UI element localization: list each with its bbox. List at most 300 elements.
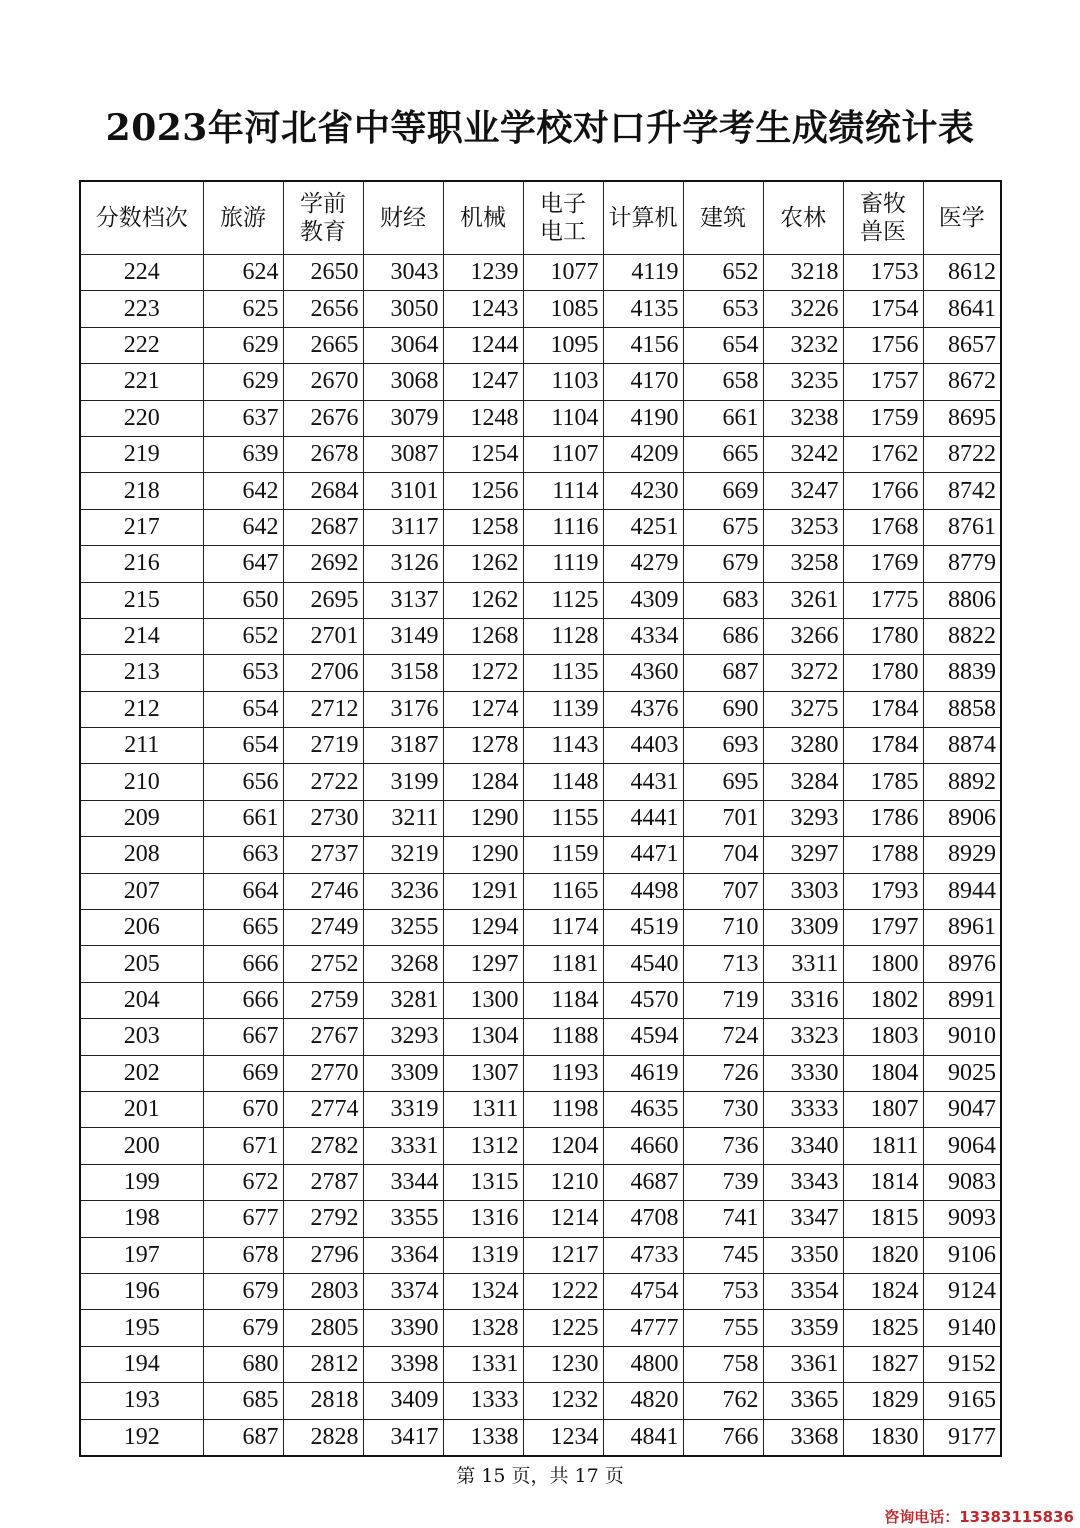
count-cell: 625 (203, 291, 283, 327)
count-cell: 1244 (443, 327, 523, 363)
count-cell: 1753 (843, 255, 923, 291)
table-row (80, 910, 1001, 946)
count-cell: 3409 (363, 1383, 443, 1419)
count-cell: 2665 (283, 327, 363, 363)
score-cell: 211 (80, 728, 203, 764)
count-cell: 3176 (363, 691, 443, 727)
count-cell: 4594 (603, 1019, 683, 1055)
score-cell: 209 (80, 800, 203, 836)
count-cell: 9152 (923, 1346, 1001, 1382)
table-row (80, 400, 1001, 436)
count-cell: 653 (203, 655, 283, 691)
count-cell: 724 (683, 1019, 763, 1055)
score-cell: 210 (80, 764, 203, 800)
count-cell: 1756 (843, 327, 923, 363)
count-cell: 2701 (283, 618, 363, 654)
count-cell: 693 (683, 728, 763, 764)
count-cell: 683 (683, 582, 763, 618)
table-row (80, 764, 1001, 800)
count-cell: 4376 (603, 691, 683, 727)
count-cell: 8641 (923, 291, 1001, 327)
count-cell: 2782 (283, 1128, 363, 1164)
count-cell: 1829 (843, 1383, 923, 1419)
count-cell: 9177 (923, 1419, 1001, 1456)
table-row (80, 291, 1001, 327)
count-cell: 1230 (523, 1346, 603, 1382)
count-cell: 9106 (923, 1237, 1001, 1273)
count-cell: 656 (203, 764, 283, 800)
count-cell: 3255 (363, 910, 443, 946)
count-cell: 624 (203, 255, 283, 291)
score-cell: 199 (80, 1164, 203, 1200)
count-cell: 1815 (843, 1201, 923, 1237)
count-cell: 4687 (603, 1164, 683, 1200)
count-cell: 666 (203, 982, 283, 1018)
count-cell: 654 (683, 327, 763, 363)
count-cell: 669 (203, 1055, 283, 1091)
count-cell: 1811 (843, 1128, 923, 1164)
count-cell: 1243 (443, 291, 523, 327)
count-cell: 730 (683, 1091, 763, 1127)
count-cell: 9140 (923, 1310, 1001, 1346)
count-cell: 762 (683, 1383, 763, 1419)
count-cell: 3232 (763, 327, 843, 363)
count-cell: 2719 (283, 728, 363, 764)
count-cell: 8806 (923, 582, 1001, 618)
count-cell: 3043 (363, 255, 443, 291)
count-cell: 3347 (763, 1201, 843, 1237)
count-cell: 3068 (363, 364, 443, 400)
score-cell: 213 (80, 655, 203, 691)
score-cell: 207 (80, 873, 203, 909)
count-cell: 661 (203, 800, 283, 836)
count-cell: 9064 (923, 1128, 1001, 1164)
column-header: 机械 (443, 181, 523, 255)
count-cell: 658 (683, 364, 763, 400)
column-header: 电子 电工 (523, 181, 603, 255)
count-cell: 2818 (283, 1383, 363, 1419)
count-cell: 679 (683, 546, 763, 582)
table-row (80, 1019, 1001, 1055)
count-cell: 1775 (843, 582, 923, 618)
count-cell: 3087 (363, 436, 443, 472)
table-row (80, 800, 1001, 836)
column-header: 建筑 (683, 181, 763, 255)
count-cell: 1135 (523, 655, 603, 691)
count-cell: 1754 (843, 291, 923, 327)
count-cell: 8944 (923, 873, 1001, 909)
count-cell: 9083 (923, 1164, 1001, 1200)
count-cell: 1272 (443, 655, 523, 691)
count-cell: 3261 (763, 582, 843, 618)
count-cell: 3374 (363, 1273, 443, 1309)
count-cell: 3355 (363, 1201, 443, 1237)
count-cell: 3340 (763, 1128, 843, 1164)
count-cell: 3364 (363, 1237, 443, 1273)
count-cell: 1248 (443, 400, 523, 436)
count-cell: 1256 (443, 473, 523, 509)
count-cell: 1784 (843, 728, 923, 764)
count-cell: 1780 (843, 618, 923, 654)
count-cell: 690 (683, 691, 763, 727)
page-footer: 第 15 页，共 17 页 (456, 1465, 624, 1487)
count-cell: 666 (203, 946, 283, 982)
count-cell: 687 (683, 655, 763, 691)
count-cell: 2787 (283, 1164, 363, 1200)
score-cell: 220 (80, 400, 203, 436)
count-cell: 1316 (443, 1201, 523, 1237)
score-cell: 223 (80, 291, 203, 327)
count-cell: 4441 (603, 800, 683, 836)
count-cell: 1786 (843, 800, 923, 836)
count-cell: 1095 (523, 327, 603, 363)
count-cell: 707 (683, 873, 763, 909)
count-cell: 1800 (843, 946, 923, 982)
count-cell: 669 (683, 473, 763, 509)
count-cell: 1217 (523, 1237, 603, 1273)
table-row (80, 255, 1001, 291)
count-cell: 4279 (603, 546, 683, 582)
count-cell: 1214 (523, 1201, 603, 1237)
count-cell: 1262 (443, 582, 523, 618)
count-cell: 3359 (763, 1310, 843, 1346)
score-cell: 224 (80, 255, 203, 291)
count-cell: 3354 (763, 1273, 843, 1309)
count-cell: 9165 (923, 1383, 1001, 1419)
count-cell: 3149 (363, 618, 443, 654)
score-cell: 197 (80, 1237, 203, 1273)
count-cell: 4841 (603, 1419, 683, 1456)
count-cell: 637 (203, 400, 283, 436)
count-cell: 719 (683, 982, 763, 1018)
count-cell: 704 (683, 837, 763, 873)
count-cell: 3258 (763, 546, 843, 582)
count-cell: 664 (203, 873, 283, 909)
count-cell: 647 (203, 546, 283, 582)
table-row (80, 1237, 1001, 1273)
count-cell: 3309 (363, 1055, 443, 1091)
count-cell: 741 (683, 1201, 763, 1237)
column-header: 畜牧 兽医 (843, 181, 923, 255)
count-cell: 3281 (363, 982, 443, 1018)
count-cell: 1139 (523, 691, 603, 727)
count-cell: 2746 (283, 873, 363, 909)
table-row (80, 1310, 1001, 1346)
column-header: 学前 教育 (283, 181, 363, 255)
table-row (80, 364, 1001, 400)
count-cell: 4708 (603, 1201, 683, 1237)
count-cell: 679 (203, 1273, 283, 1309)
table-row (80, 546, 1001, 582)
count-cell: 3368 (763, 1419, 843, 1456)
count-cell: 3361 (763, 1346, 843, 1382)
count-cell: 1125 (523, 582, 603, 618)
count-cell: 4820 (603, 1383, 683, 1419)
column-header: 计算机 (603, 181, 683, 255)
count-cell: 670 (203, 1091, 283, 1127)
count-cell: 642 (203, 473, 283, 509)
score-cell: 198 (80, 1201, 203, 1237)
count-cell: 1757 (843, 364, 923, 400)
count-cell: 650 (203, 582, 283, 618)
score-cell: 214 (80, 618, 203, 654)
count-cell: 1814 (843, 1164, 923, 1200)
count-cell: 680 (203, 1346, 283, 1382)
score-cell: 202 (80, 1055, 203, 1091)
count-cell: 4309 (603, 582, 683, 618)
count-cell: 3218 (763, 255, 843, 291)
count-cell: 642 (203, 509, 283, 545)
count-cell: 1780 (843, 655, 923, 691)
score-cell: 193 (80, 1383, 203, 1419)
count-cell: 3293 (763, 800, 843, 836)
count-cell: 8695 (923, 400, 1001, 436)
count-cell: 710 (683, 910, 763, 946)
count-cell: 1315 (443, 1164, 523, 1200)
count-cell: 3079 (363, 400, 443, 436)
count-cell: 2805 (283, 1310, 363, 1346)
count-cell: 4733 (603, 1237, 683, 1273)
count-cell: 1077 (523, 255, 603, 291)
count-cell: 675 (683, 509, 763, 545)
count-cell: 1768 (843, 509, 923, 545)
count-cell: 4135 (603, 291, 683, 327)
count-cell: 2706 (283, 655, 363, 691)
table-body (80, 255, 1001, 1456)
score-cell: 216 (80, 546, 203, 582)
score-cell: 212 (80, 691, 203, 727)
count-cell: 3199 (363, 764, 443, 800)
count-cell: 753 (683, 1273, 763, 1309)
count-cell: 3297 (763, 837, 843, 873)
count-cell: 1788 (843, 837, 923, 873)
count-cell: 1232 (523, 1383, 603, 1419)
table-header-row (80, 181, 1001, 255)
count-cell: 3101 (363, 473, 443, 509)
count-cell: 766 (683, 1419, 763, 1456)
count-cell: 1785 (843, 764, 923, 800)
count-cell: 1307 (443, 1055, 523, 1091)
score-cell: 221 (80, 364, 203, 400)
table-row (80, 655, 1001, 691)
table-row (80, 1091, 1001, 1127)
count-cell: 1766 (843, 473, 923, 509)
count-cell: 1294 (443, 910, 523, 946)
count-cell: 653 (683, 291, 763, 327)
count-cell: 3050 (363, 291, 443, 327)
count-cell: 2812 (283, 1346, 363, 1382)
score-cell: 215 (80, 582, 203, 618)
count-cell: 4119 (603, 255, 683, 291)
score-cell: 217 (80, 509, 203, 545)
count-cell: 1319 (443, 1237, 523, 1273)
count-cell: 2687 (283, 509, 363, 545)
score-cell: 204 (80, 982, 203, 1018)
table-row (80, 436, 1001, 472)
count-cell: 4431 (603, 764, 683, 800)
count-cell: 1784 (843, 691, 923, 727)
count-cell: 4800 (603, 1346, 683, 1382)
count-cell: 701 (683, 800, 763, 836)
count-cell: 1825 (843, 1310, 923, 1346)
count-cell: 755 (683, 1310, 763, 1346)
count-cell: 1804 (843, 1055, 923, 1091)
count-cell: 663 (203, 837, 283, 873)
count-cell: 2722 (283, 764, 363, 800)
count-cell: 8761 (923, 509, 1001, 545)
table-row (80, 1201, 1001, 1237)
table-row (80, 1128, 1001, 1164)
count-cell: 4190 (603, 400, 683, 436)
count-cell: 4540 (603, 946, 683, 982)
count-cell: 1165 (523, 873, 603, 909)
count-cell: 1290 (443, 837, 523, 873)
count-cell: 1797 (843, 910, 923, 946)
count-cell: 1333 (443, 1383, 523, 1419)
count-cell: 3284 (763, 764, 843, 800)
count-cell: 4619 (603, 1055, 683, 1091)
count-cell: 2650 (283, 255, 363, 291)
count-cell: 1290 (443, 800, 523, 836)
count-cell: 1184 (523, 982, 603, 1018)
count-cell: 3266 (763, 618, 843, 654)
table-row (80, 582, 1001, 618)
count-cell: 1155 (523, 800, 603, 836)
count-cell: 2684 (283, 473, 363, 509)
count-cell: 661 (683, 400, 763, 436)
count-cell: 2752 (283, 946, 363, 982)
count-cell: 1188 (523, 1019, 603, 1055)
count-cell: 2770 (283, 1055, 363, 1091)
count-cell: 2828 (283, 1419, 363, 1456)
count-cell: 3280 (763, 728, 843, 764)
count-cell: 1262 (443, 546, 523, 582)
count-cell: 4777 (603, 1310, 683, 1346)
count-cell: 9010 (923, 1019, 1001, 1055)
count-cell: 1254 (443, 436, 523, 472)
count-cell: 713 (683, 946, 763, 982)
count-cell: 654 (203, 691, 283, 727)
count-cell: 3350 (763, 1237, 843, 1273)
table-row (80, 1055, 1001, 1091)
count-cell: 3226 (763, 291, 843, 327)
column-header: 财经 (363, 181, 443, 255)
count-cell: 4754 (603, 1273, 683, 1309)
count-cell: 1210 (523, 1164, 603, 1200)
count-cell: 1759 (843, 400, 923, 436)
count-cell: 695 (683, 764, 763, 800)
count-cell: 1291 (443, 873, 523, 909)
score-cell: 208 (80, 837, 203, 873)
score-cell: 222 (80, 327, 203, 363)
count-cell: 3293 (363, 1019, 443, 1055)
count-cell: 1304 (443, 1019, 523, 1055)
count-cell: 1181 (523, 946, 603, 982)
count-cell: 671 (203, 1128, 283, 1164)
count-cell: 4519 (603, 910, 683, 946)
count-cell: 687 (203, 1419, 283, 1456)
count-cell: 3309 (763, 910, 843, 946)
count-cell: 9047 (923, 1091, 1001, 1127)
column-header: 分数档次 (80, 181, 203, 255)
count-cell: 2670 (283, 364, 363, 400)
count-cell: 1807 (843, 1091, 923, 1127)
count-cell: 3158 (363, 655, 443, 691)
table-row (80, 873, 1001, 909)
count-cell: 739 (683, 1164, 763, 1200)
score-statistics-table (79, 180, 1002, 1457)
count-cell: 3331 (363, 1128, 443, 1164)
table-row (80, 837, 1001, 873)
count-cell: 736 (683, 1128, 763, 1164)
count-cell: 2730 (283, 800, 363, 836)
count-cell: 4471 (603, 837, 683, 873)
count-cell: 1803 (843, 1019, 923, 1055)
count-cell: 1114 (523, 473, 603, 509)
count-cell: 3247 (763, 473, 843, 509)
count-cell: 2676 (283, 400, 363, 436)
count-cell: 2737 (283, 837, 363, 873)
count-cell: 3272 (763, 655, 843, 691)
count-cell: 745 (683, 1237, 763, 1273)
count-cell: 1222 (523, 1273, 603, 1309)
count-cell: 3303 (763, 873, 843, 909)
count-cell: 2678 (283, 436, 363, 472)
count-cell: 4230 (603, 473, 683, 509)
count-cell: 3219 (363, 837, 443, 873)
table-row (80, 473, 1001, 509)
count-cell: 1324 (443, 1273, 523, 1309)
score-cell: 194 (80, 1346, 203, 1382)
count-cell: 8929 (923, 837, 1001, 873)
count-cell: 4334 (603, 618, 683, 654)
count-cell: 1107 (523, 436, 603, 472)
table-row (80, 618, 1001, 654)
column-header: 旅游 (203, 181, 283, 255)
score-cell: 192 (80, 1419, 203, 1456)
count-cell: 1225 (523, 1310, 603, 1346)
count-cell: 8742 (923, 473, 1001, 509)
score-cell: 200 (80, 1128, 203, 1164)
count-cell: 1234 (523, 1419, 603, 1456)
table-row (80, 327, 1001, 363)
count-cell: 1284 (443, 764, 523, 800)
count-cell: 2749 (283, 910, 363, 946)
count-cell: 8722 (923, 436, 1001, 472)
count-cell: 667 (203, 1019, 283, 1055)
score-cell: 219 (80, 436, 203, 472)
count-cell: 3275 (763, 691, 843, 727)
count-cell: 1204 (523, 1128, 603, 1164)
count-cell: 1762 (843, 436, 923, 472)
count-cell: 1247 (443, 364, 523, 400)
count-cell: 652 (203, 618, 283, 654)
count-cell: 2767 (283, 1019, 363, 1055)
count-cell: 758 (683, 1346, 763, 1382)
count-cell: 1159 (523, 837, 603, 873)
count-cell: 1311 (443, 1091, 523, 1127)
count-cell: 3344 (363, 1164, 443, 1200)
count-cell: 679 (203, 1310, 283, 1346)
count-cell: 3398 (363, 1346, 443, 1382)
count-cell: 2803 (283, 1273, 363, 1309)
count-cell: 8657 (923, 327, 1001, 363)
table-row (80, 1346, 1001, 1382)
count-cell: 1827 (843, 1346, 923, 1382)
count-cell: 3316 (763, 982, 843, 1018)
count-cell: 1128 (523, 618, 603, 654)
count-cell: 1104 (523, 400, 603, 436)
